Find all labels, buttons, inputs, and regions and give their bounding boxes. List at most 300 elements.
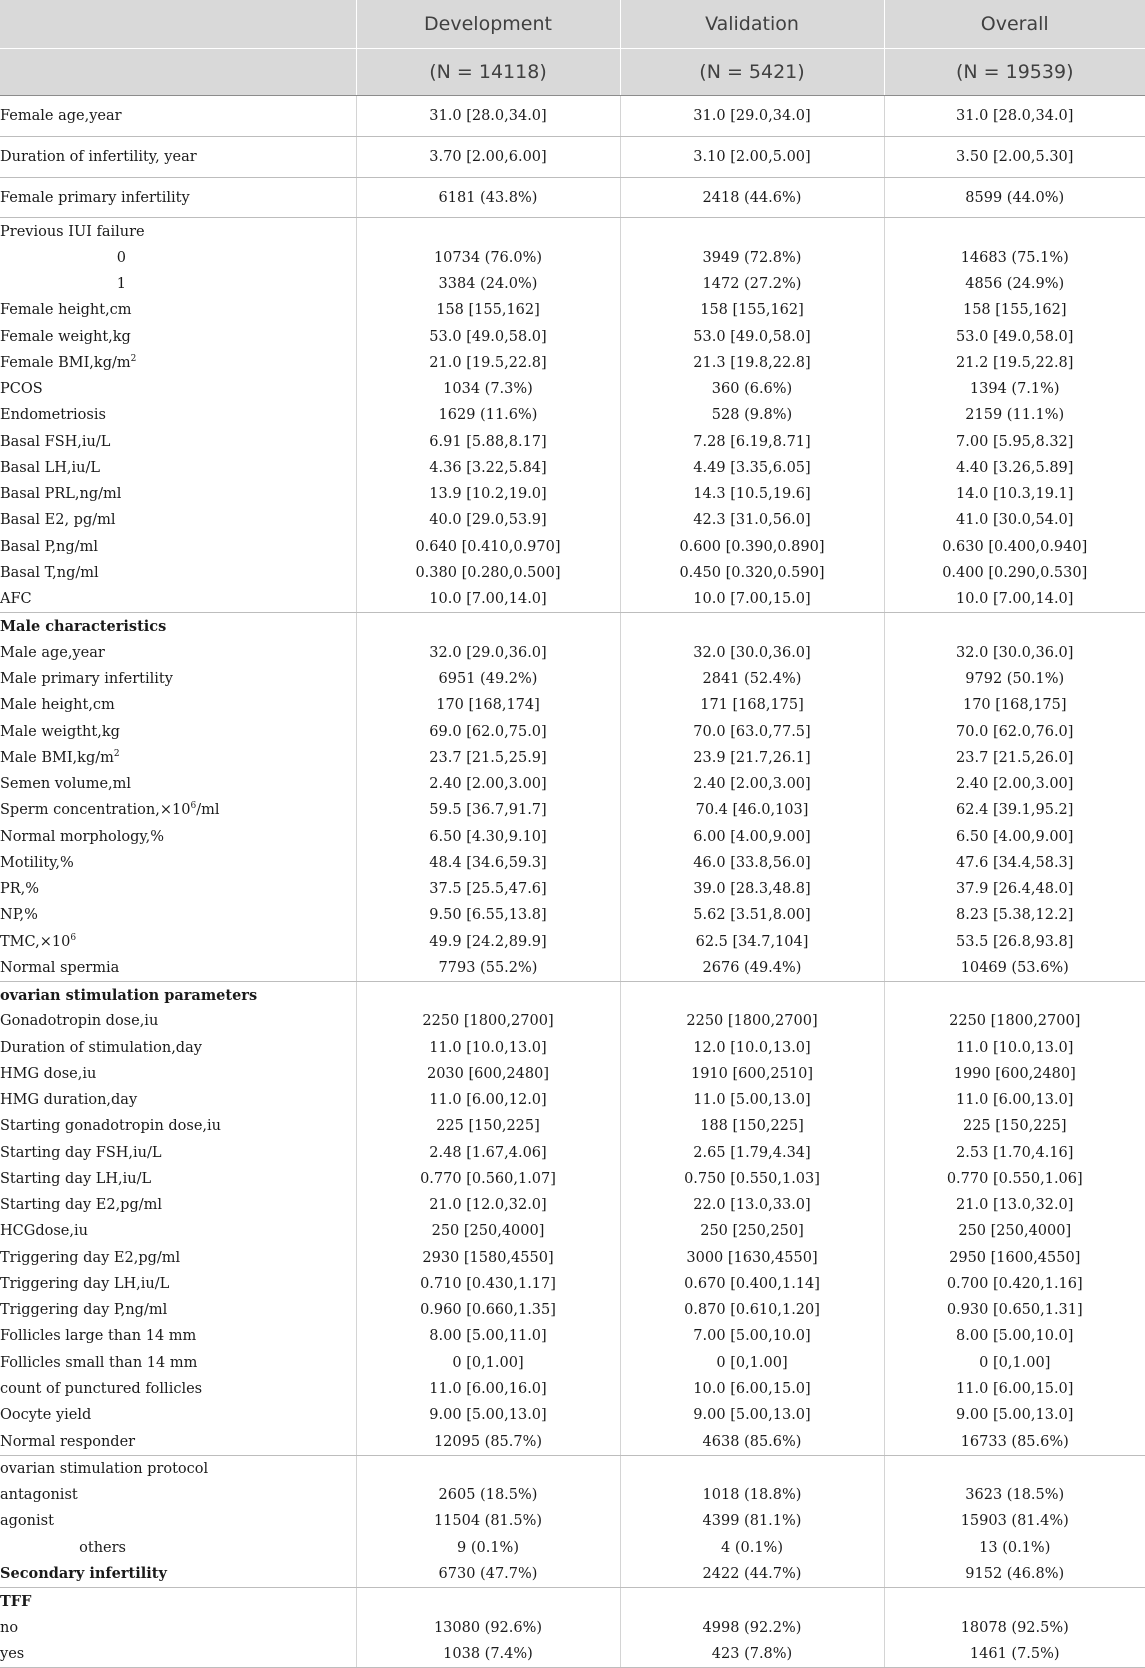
row-label (0, 823, 356, 849)
cell-development: 8.00 [5.00,11.0] (356, 1323, 620, 1349)
table-row (0, 402, 1145, 428)
cell-development: 9.50 [6.55,13.8] (356, 902, 620, 928)
row-label-text: no (0, 1619, 19, 1636)
row-label (0, 271, 356, 297)
cell-development: 21.0 [19.5,22.8] (356, 350, 620, 376)
row-label (0, 1482, 356, 1508)
row-label-text: Oocyte yield (0, 1407, 92, 1424)
cell-overall: 9152 (46.8%) (884, 1561, 1145, 1588)
cell-overall: 0.700 [0.420,1.16] (884, 1271, 1145, 1297)
row-label-text: count of punctured follicles (0, 1380, 203, 1397)
cell-development: 11.0 [10.0,13.0] (356, 1035, 620, 1061)
cell-overall: 2.40 [2.00,3.00] (884, 771, 1145, 797)
cell-validation: 23.9 [21.7,26.1] (620, 745, 884, 771)
cell-overall: 53.0 [49.0,58.0] (884, 323, 1145, 349)
row-label (0, 982, 356, 1009)
row-label-text: yes (0, 1645, 25, 1662)
cell-overall: 0.770 [0.550,1.06] (884, 1166, 1145, 1192)
row-label (0, 1166, 356, 1192)
row-label-text: Male age,year (0, 644, 105, 661)
cell-development: 59.5 [36.7,91.7] (356, 797, 620, 823)
table-row (0, 1561, 1145, 1588)
table-row (0, 666, 1145, 692)
row-group (0, 1588, 1145, 1668)
cell-validation: 21.3 [19.8,22.8] (620, 350, 884, 376)
header-count-development: (N = 14118) (356, 49, 620, 96)
cell-overall: 170 [168,175] (884, 692, 1145, 718)
cell-validation: 2.65 [1.79,4.34] (620, 1140, 884, 1166)
row-label-text: Starting gonadotropin dose,iu (0, 1118, 222, 1135)
cell-development: 0.770 [0.560,1.07] (356, 1166, 620, 1192)
cell-development: 10.0 [7.00,14.0] (356, 586, 620, 613)
cell-validation: 171 [168,175] (620, 692, 884, 718)
row-label-superscript: 2 (130, 354, 137, 365)
row-label-text: Duration of stimulation,day (0, 1039, 202, 1056)
cell-development: 170 [168,174] (356, 692, 620, 718)
row-label (0, 533, 356, 559)
row-label (0, 850, 356, 876)
row-label (0, 666, 356, 692)
header-count-validation: (N = 5421) (620, 49, 884, 96)
cell-overall: 2950 [1600,4550] (884, 1245, 1145, 1271)
table-row (0, 771, 1145, 797)
row-label-text: others (79, 1539, 126, 1556)
table-row (0, 245, 1145, 271)
cell-development: 6951 (49.2%) (356, 666, 620, 692)
cell-validation: 2.40 [2.00,3.00] (620, 771, 884, 797)
cell-overall: 37.9 [26.4,48.0] (884, 876, 1145, 902)
cell-development: 0.710 [0.430,1.17] (356, 1271, 620, 1297)
table-row (0, 218, 1145, 245)
row-group (0, 218, 1145, 613)
cell-development: 13080 (92.6%) (356, 1614, 620, 1640)
table-row (0, 1588, 1145, 1615)
row-label-text: HMG duration,day (0, 1092, 138, 1109)
cell-overall: 11.0 [10.0,13.0] (884, 1035, 1145, 1061)
table-row (0, 1402, 1145, 1428)
cell-overall: 4.40 [3.26,5.89] (884, 455, 1145, 481)
table-row (0, 902, 1145, 928)
row-label (0, 1008, 356, 1034)
row-label-text: Starting day LH,iu/L (0, 1170, 152, 1187)
cell-validation: 70.0 [63.0,77.5] (620, 718, 884, 744)
cell-development (356, 613, 620, 640)
cell-overall: 32.0 [30.0,36.0] (884, 640, 1145, 666)
cell-overall: 7.00 [5.95,8.32] (884, 428, 1145, 454)
table-row (0, 692, 1145, 718)
row-label (0, 481, 356, 507)
row-label-text: PCOS (0, 381, 43, 398)
table-row (0, 297, 1145, 323)
cell-overall: 11.0 [6.00,13.0] (884, 1087, 1145, 1113)
row-label-text: Follicles large than 14 mm (0, 1328, 197, 1345)
row-label-text: Female BMI,kg/m (0, 354, 131, 371)
cell-validation: 10.0 [6.00,15.0] (620, 1376, 884, 1402)
row-group (0, 136, 1145, 177)
cell-validation: 188 [150,225] (620, 1113, 884, 1139)
cell-validation: 2250 [1800,2700] (620, 1008, 884, 1034)
cell-overall: 250 [250,4000] (884, 1218, 1145, 1244)
table-row (0, 481, 1145, 507)
row-label (0, 928, 356, 954)
cell-validation: 1910 [600,2510] (620, 1061, 884, 1087)
cell-development: 1629 (11.6%) (356, 402, 620, 428)
row-group (0, 613, 1145, 982)
row-label-text: Male characteristics (0, 618, 167, 635)
row-label-text: NP,% (0, 907, 38, 924)
row-label-text: Normal responder (0, 1433, 136, 1450)
row-label (0, 245, 356, 271)
row-label-suffix: /ml (196, 802, 220, 819)
cell-validation: 360 (6.6%) (620, 376, 884, 402)
row-label (0, 1641, 356, 1668)
cell-development (356, 1455, 620, 1482)
row-label-text: Basal LH,iu/L (0, 459, 101, 476)
table-row (0, 1455, 1145, 1482)
cell-development: 49.9 [24.2,89.9] (356, 928, 620, 954)
cell-overall (884, 982, 1145, 1009)
row-label-text: Normal morphology,% (0, 828, 165, 845)
cell-development: 2605 (18.5%) (356, 1482, 620, 1508)
row-label (0, 96, 356, 137)
cell-development: 6.91 [5.88,8.17] (356, 428, 620, 454)
cell-overall: 2250 [1800,2700] (884, 1008, 1145, 1034)
cell-validation: 70.4 [46.0,103] (620, 797, 884, 823)
cell-overall: 1394 (7.1%) (884, 376, 1145, 402)
row-label (0, 876, 356, 902)
row-label (0, 1508, 356, 1534)
table-row (0, 1061, 1145, 1087)
header-row-counts (0, 49, 1145, 96)
row-label-text: Semen volume,ml (0, 776, 132, 793)
cell-development: 6.50 [4.30,9.10] (356, 823, 620, 849)
cell-development: 10734 (76.0%) (356, 245, 620, 271)
cell-overall: 8.00 [5.00,10.0] (884, 1323, 1145, 1349)
row-label-text: Basal P,ng/ml (0, 538, 98, 555)
cell-development (356, 218, 620, 245)
cell-development: 12095 (85.7%) (356, 1428, 620, 1455)
row-label-text: Triggering day LH,iu/L (0, 1275, 170, 1292)
cell-validation: 42.3 [31.0,56.0] (620, 507, 884, 533)
cell-overall: 9792 (50.1%) (884, 666, 1145, 692)
row-label-text: Female age,year (0, 107, 122, 124)
row-label (0, 613, 356, 640)
table-row (0, 982, 1145, 1009)
cell-overall: 0.400 [0.290,0.530] (884, 560, 1145, 586)
row-label (0, 1140, 356, 1166)
row-label-text: Triggering day E2,pg/ml (0, 1249, 181, 1266)
row-label (0, 797, 356, 823)
cell-overall: 53.5 [26.8,93.8] (884, 928, 1145, 954)
cell-development: 2250 [1800,2700] (356, 1008, 620, 1034)
table-row (0, 1428, 1145, 1455)
row-label (0, 1588, 356, 1615)
row-label-text: 0 (116, 249, 126, 266)
row-label (0, 177, 356, 218)
row-label-text: TMC,×10 (0, 933, 71, 950)
row-label-text: Secondary infertility (0, 1565, 167, 1583)
table-row (0, 718, 1145, 744)
table-row (0, 376, 1145, 402)
cell-development: 0.380 [0.280,0.500] (356, 560, 620, 586)
cell-development: 0.960 [0.660,1.35] (356, 1297, 620, 1323)
row-label-text: HMG dose,iu (0, 1065, 97, 1082)
cell-validation: 5.62 [3.51,8.00] (620, 902, 884, 928)
cell-validation: 7.28 [6.19,8.71] (620, 428, 884, 454)
cell-development: 3384 (24.0%) (356, 271, 620, 297)
row-label (0, 136, 356, 177)
row-label-text: Basal E2, pg/ml (0, 512, 116, 529)
row-label (0, 402, 356, 428)
cell-development: 7793 (55.2%) (356, 955, 620, 982)
cell-development: 23.7 [21.5,25.9] (356, 745, 620, 771)
table-row (0, 1087, 1145, 1113)
table-row (0, 323, 1145, 349)
row-label (0, 771, 356, 797)
row-label-text: Female height,cm (0, 302, 132, 319)
row-label-text: Starting day E2,pg/ml (0, 1197, 163, 1214)
row-label-text: HCGdose,iu (0, 1223, 88, 1240)
header-development: Development (356, 0, 620, 49)
cell-validation: 22.0 [13.0,33.0] (620, 1192, 884, 1218)
row-label-text: Gonadotropin dose,iu (0, 1013, 159, 1030)
row-label (0, 1614, 356, 1640)
row-label-text: Basal PRL,ng/ml (0, 486, 122, 503)
cell-validation (620, 982, 884, 1009)
cell-validation: 11.0 [5.00,13.0] (620, 1087, 884, 1113)
row-label (0, 350, 356, 376)
row-label-text: Male primary infertility (0, 671, 173, 688)
row-label (0, 560, 356, 586)
cell-development: 32.0 [29.0,36.0] (356, 640, 620, 666)
cell-validation: 250 [250,250] (620, 1218, 884, 1244)
row-label (0, 1297, 356, 1323)
cell-overall: 70.0 [62.0,76.0] (884, 718, 1145, 744)
row-label-text: ovarian stimulation protocol (0, 1460, 209, 1477)
cell-validation: 0.450 [0.320,0.590] (620, 560, 884, 586)
cell-validation: 6.00 [4.00,9.00] (620, 823, 884, 849)
cell-overall: 23.7 [21.5,26.0] (884, 745, 1145, 771)
cell-validation: 7.00 [5.00,10.0] (620, 1323, 884, 1349)
cell-development: 1034 (7.3%) (356, 376, 620, 402)
cell-development: 37.5 [25.5,47.6] (356, 876, 620, 902)
row-label-text: PR,% (0, 881, 40, 898)
cell-development: 13.9 [10.2,19.0] (356, 481, 620, 507)
table-row (0, 1323, 1145, 1349)
row-label-superscript: 6 (70, 932, 77, 943)
table-row (0, 1482, 1145, 1508)
cell-development: 6181 (43.8%) (356, 177, 620, 218)
row-label (0, 1561, 356, 1588)
row-label-text: Triggering day P,ng/ml (0, 1302, 168, 1319)
cell-validation: 0.670 [0.400,1.14] (620, 1271, 884, 1297)
row-label (0, 428, 356, 454)
row-label (0, 955, 356, 982)
table-row (0, 533, 1145, 559)
header-validation: Validation (620, 0, 884, 49)
row-label-text: Male BMI,kg/m (0, 749, 114, 766)
table-row (0, 1271, 1145, 1297)
cell-overall (884, 613, 1145, 640)
cell-validation: 2418 (44.6%) (620, 177, 884, 218)
cell-overall: 2.53 [1.70,4.16] (884, 1140, 1145, 1166)
cell-overall: 16733 (85.6%) (884, 1428, 1145, 1455)
cell-overall: 2159 (11.1%) (884, 402, 1145, 428)
row-label (0, 1035, 356, 1061)
cell-development: 1038 (7.4%) (356, 1641, 620, 1668)
cell-development: 225 [150,225] (356, 1113, 620, 1139)
table-row (0, 1035, 1145, 1061)
cell-overall: 13 (0.1%) (884, 1535, 1145, 1561)
row-label-text: Male weigtht,kg (0, 723, 120, 740)
cell-development: 6730 (47.7%) (356, 1561, 620, 1588)
cell-development: 158 [155,162] (356, 297, 620, 323)
cell-validation: 10.0 [7.00,15.0] (620, 586, 884, 613)
cell-development: 9 (0.1%) (356, 1535, 620, 1561)
cell-development: 48.4 [34.6,59.3] (356, 850, 620, 876)
cell-validation (620, 613, 884, 640)
table-row (0, 1245, 1145, 1271)
row-label (0, 297, 356, 323)
cell-validation: 39.0 [28.3,48.8] (620, 876, 884, 902)
cell-overall: 11.0 [6.00,15.0] (884, 1376, 1145, 1402)
cell-validation: 2422 (44.7%) (620, 1561, 884, 1588)
row-label (0, 455, 356, 481)
cell-overall: 4856 (24.9%) (884, 271, 1145, 297)
row-label-text: agonist (0, 1513, 54, 1530)
cell-validation: 4 (0.1%) (620, 1535, 884, 1561)
row-label-text: Sperm concentration,×10 (0, 802, 191, 819)
cell-validation: 9.00 [5.00,13.0] (620, 1402, 884, 1428)
cell-validation: 4.49 [3.35,6.05] (620, 455, 884, 481)
cell-validation: 4998 (92.2%) (620, 1614, 884, 1640)
row-label-superscript: 6 (190, 801, 197, 812)
cell-overall: 21.0 [13.0,32.0] (884, 1192, 1145, 1218)
row-label (0, 718, 356, 744)
cell-validation: 1472 (27.2%) (620, 271, 884, 297)
row-label (0, 1218, 356, 1244)
cell-overall (884, 218, 1145, 245)
row-label (0, 902, 356, 928)
row-label-text: Normal spermia (0, 959, 120, 976)
table-row (0, 1614, 1145, 1640)
cell-overall: 0 [0,1.00] (884, 1350, 1145, 1376)
cell-development: 2.48 [1.67,4.06] (356, 1140, 620, 1166)
row-label-text: ovarian stimulation parameters (0, 986, 258, 1004)
table-row (0, 96, 1145, 137)
cell-overall: 10469 (53.6%) (884, 955, 1145, 982)
cell-validation: 528 (9.8%) (620, 402, 884, 428)
cell-development: 53.0 [49.0,58.0] (356, 323, 620, 349)
cell-overall: 0.930 [0.650,1.31] (884, 1297, 1145, 1323)
table-row (0, 1218, 1145, 1244)
cell-overall: 3.50 [2.00,5.30] (884, 136, 1145, 177)
cell-overall: 18078 (92.5%) (884, 1614, 1145, 1640)
cell-development: 250 [250,4000] (356, 1218, 620, 1244)
table-row (0, 1008, 1145, 1034)
table-row (0, 823, 1145, 849)
row-label (0, 1061, 356, 1087)
cell-validation (620, 1588, 884, 1615)
row-label (0, 1535, 356, 1561)
table-row (0, 1166, 1145, 1192)
cell-overall: 21.2 [19.5,22.8] (884, 350, 1145, 376)
cell-overall: 158 [155,162] (884, 297, 1145, 323)
table-row (0, 745, 1145, 771)
row-label-text: AFC (0, 591, 32, 608)
cell-overall: 0.630 [0.400,0.940] (884, 533, 1145, 559)
table-row (0, 1297, 1145, 1323)
table-row (0, 1376, 1145, 1402)
cell-validation: 0.750 [0.550,1.03] (620, 1166, 884, 1192)
header-count-overall: (N = 19539) (884, 49, 1145, 96)
cell-overall: 8599 (44.0%) (884, 177, 1145, 218)
row-label-text: Male height,cm (0, 697, 115, 714)
cell-overall: 14683 (75.1%) (884, 245, 1145, 271)
row-label-text: Follicles small than 14 mm (0, 1354, 198, 1371)
row-label (0, 1245, 356, 1271)
cell-overall: 6.50 [4.00,9.00] (884, 823, 1145, 849)
row-label-text: Basal T,ng/ml (0, 564, 99, 581)
row-label-text: Endometriosis (0, 407, 106, 424)
cell-overall: 9.00 [5.00,13.0] (884, 1402, 1145, 1428)
header-count-corner (0, 49, 356, 96)
cell-overall: 31.0 [28.0,34.0] (884, 96, 1145, 137)
table-row (0, 1140, 1145, 1166)
cell-validation: 423 (7.8%) (620, 1641, 884, 1668)
table-row (0, 136, 1145, 177)
row-group (0, 177, 1145, 218)
row-label-superscript: 2 (113, 748, 120, 759)
row-group (0, 982, 1145, 1456)
row-label (0, 586, 356, 613)
table-row (0, 428, 1145, 454)
cell-development: 11.0 [6.00,12.0] (356, 1087, 620, 1113)
cell-validation: 46.0 [33.8,56.0] (620, 850, 884, 876)
row-label (0, 1113, 356, 1139)
cell-overall (884, 1455, 1145, 1482)
row-label-indented (0, 250, 126, 266)
row-label-indented (0, 1540, 126, 1556)
table-row (0, 177, 1145, 218)
row-label-text: Basal FSH,iu/L (0, 433, 111, 450)
row-label (0, 692, 356, 718)
table-row (0, 586, 1145, 613)
table-row (0, 1535, 1145, 1561)
cell-validation: 1018 (18.8%) (620, 1482, 884, 1508)
row-label-text: Starting day FSH,iu/L (0, 1144, 162, 1161)
table-row (0, 1192, 1145, 1218)
cell-development: 21.0 [12.0,32.0] (356, 1192, 620, 1218)
cell-validation: 31.0 [29.0,34.0] (620, 96, 884, 137)
cell-validation: 3000 [1630,4550] (620, 1245, 884, 1271)
header-corner (0, 0, 356, 49)
cell-overall: 1461 (7.5%) (884, 1641, 1145, 1668)
cell-development (356, 982, 620, 1009)
table-row (0, 1350, 1145, 1376)
cell-development: 40.0 [29.0,53.9] (356, 507, 620, 533)
cell-overall: 41.0 [30.0,54.0] (884, 507, 1145, 533)
cell-validation (620, 1455, 884, 1482)
cell-validation: 12.0 [10.0,13.0] (620, 1035, 884, 1061)
row-label (0, 1192, 356, 1218)
cell-overall: 225 [150,225] (884, 1113, 1145, 1139)
cell-development: 11504 (81.5%) (356, 1508, 620, 1534)
cell-development: 9.00 [5.00,13.0] (356, 1402, 620, 1428)
table-row (0, 955, 1145, 982)
cell-development: 31.0 [28.0,34.0] (356, 96, 620, 137)
cell-overall: 14.0 [10.3,19.1] (884, 481, 1145, 507)
